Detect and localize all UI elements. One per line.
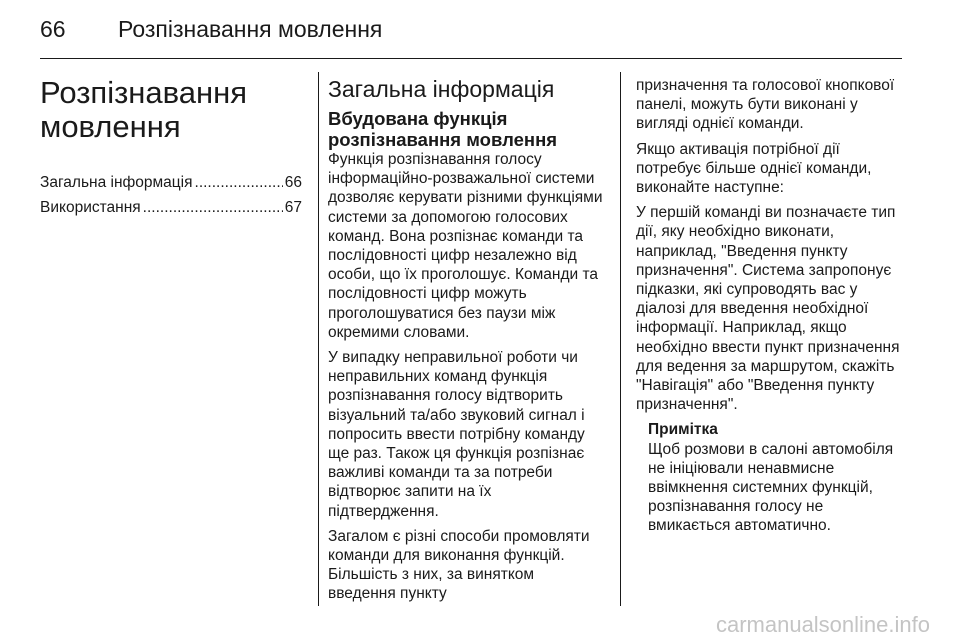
chapter-title: Розпізнавання мовлення: [40, 75, 248, 144]
toc-dots: [143, 195, 283, 220]
toc-entry[interactable]: [40, 195, 302, 220]
toc-label: Загальна інформація: [40, 174, 193, 191]
body-paragraph: Функція розпізнавання голосу інформаційно-розважальної системи дозволяє керувати різними функціями системи за допомогою голосових команд. Вона розпізнає команди та послідовності цифр незалежно від особи, що їх проголошує. Команди та послідовності цифр можуть проголошуватися без паузи між окремими словами.: [328, 151, 603, 341]
header-rule: [40, 58, 902, 59]
toc-dots: [195, 170, 283, 195]
toc-page: 66: [284, 174, 302, 191]
body-paragraph: Загалом є різні способи промовляти команди для виконання функцій. Більшість з них, за винятком введення пункту: [328, 527, 590, 603]
body-paragraph: У випадку неправильної роботи чи неправильних команд функція розпізнавання голосу відтворить візуальний та/або звуковий сигнал і попросить ввести потрібну команду ще раз. Також ця функція розпізнає важливі команди та за потреби відтворює запити на їх підтвердження.: [328, 349, 585, 520]
right-column: [636, 76, 904, 536]
subsection-heading: Вбудована функція розпізнавання мовлення: [328, 108, 558, 150]
running-header-title: Розпізнавання мовлення: [118, 16, 383, 42]
left-column: [40, 76, 302, 220]
toc-label: Використання: [40, 199, 141, 216]
section-heading: Загальна інформація: [328, 76, 555, 102]
body-paragraph: призначення та голосової кнопкової панелі, можуть бути виконані у вигляді однієї команди.: [636, 77, 895, 133]
toc-page: 67: [284, 199, 302, 216]
column-divider: [318, 72, 319, 606]
middle-column: [328, 76, 606, 610]
column-divider: [620, 72, 621, 606]
note-title: Примітка: [648, 421, 718, 439]
note-text: Щоб розмови в салоні автомобіля не ініціювали ненавмисне ввімкнення системних функцій, розпізнавання голосу не вмикається автоматично.: [648, 440, 894, 535]
body-paragraph: У першій команді ви позначаєте тип дії, яку необхідно виконати, наприклад, "Введення пункту призначення". Система запропонує підказки, які супроводять вас у діалозі для введення необхідної інформації. Наприклад, якщо необхідно ввести пункт призначення для ведення за маршрутом, скажіть "Навігація" або "Введення пункту призначення".: [636, 204, 900, 414]
page-number: 66: [40, 16, 66, 42]
watermark: carmanualsonline.info: [715, 612, 930, 637]
note-block: [648, 420, 904, 535]
body-paragraph: Якщо активація потрібної дії потребує більше однієї команди, виконайте наступне:: [636, 140, 872, 197]
toc-entry[interactable]: [40, 170, 302, 195]
